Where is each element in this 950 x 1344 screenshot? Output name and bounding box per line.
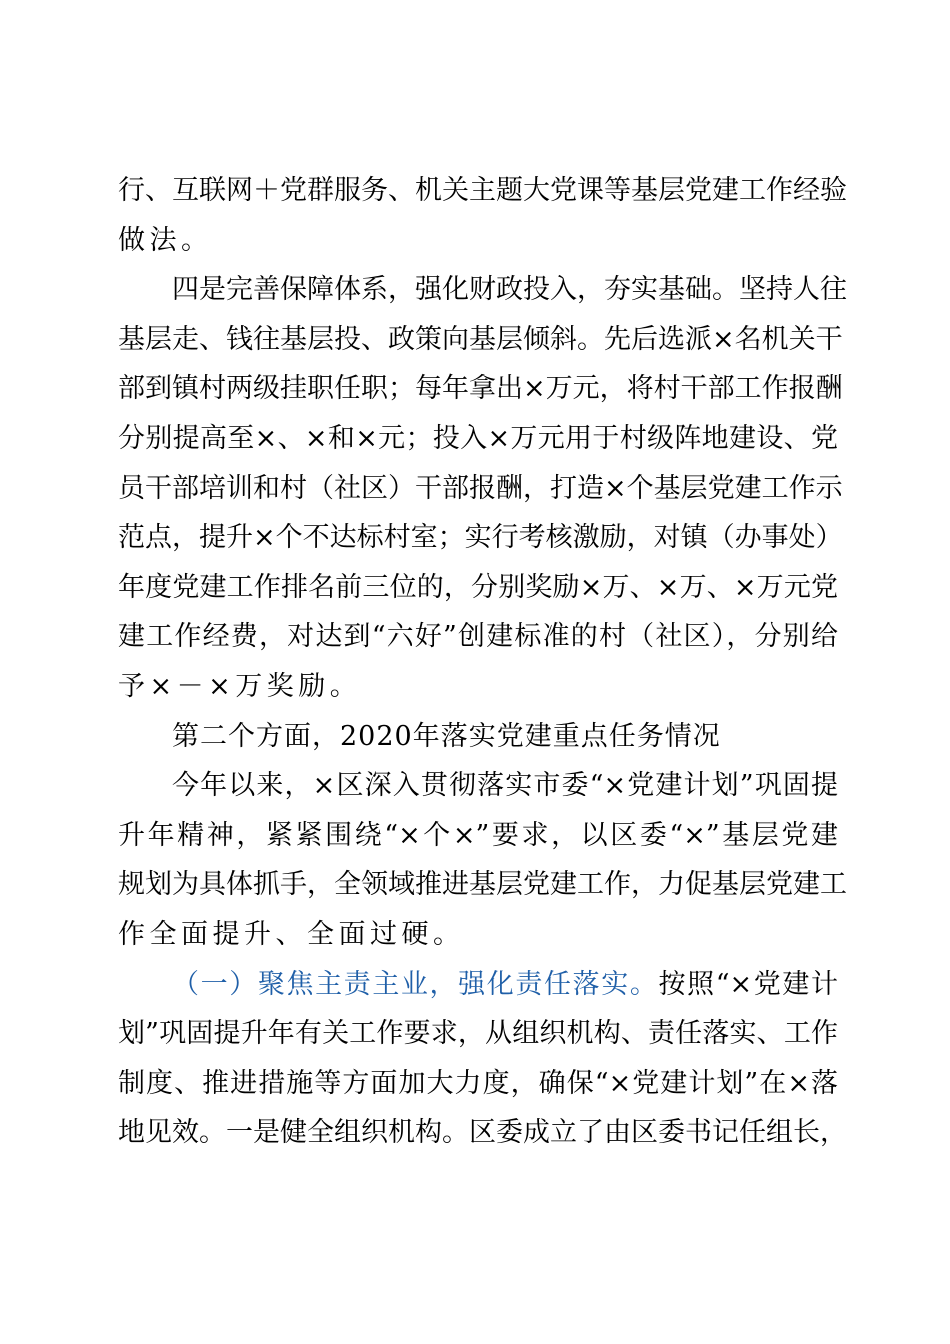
text-line: 范点，提升×个不达标村室；实行考核激励，对镇（办事处） — [118, 522, 843, 554]
text-line: 行、互联网＋党群服务、机关主题大党课等基层党建工作经验 — [118, 175, 847, 206]
text-line: 基层走、钱往基层投、政策向基层倾斜。先后选派×名机关干 — [118, 323, 843, 355]
subheading-line — [118, 960, 838, 1010]
text-line: 予×－×万奖励。 — [118, 670, 362, 702]
paragraph-start-line: 四是完善保障体系，强化财政投入，夯实基础。坚持人往 — [172, 274, 847, 306]
section-title: 第二个方面，2020年落实党建重点任务情况 — [172, 720, 721, 752]
text-line: 部到镇村两级挂职任职；每年拿出×万元，将村干部工作报酬 — [118, 373, 843, 405]
text-line: 员干部培训和村（社区）干部报酬，打造×个基层党建工作示 — [118, 472, 843, 504]
text-line: 划”巩固提升年有关工作要求，从组织机构、责任落实、工作 — [118, 1018, 838, 1050]
text-line: 作全面提升、全面过硬。 — [118, 918, 465, 950]
text-line: 建工作经费，对达到“六好”创建标准的村（社区），分别给 — [118, 621, 838, 653]
text-line: 分别提高至×、×和×元；投入×万元用于村级阵地建设、党 — [118, 422, 838, 454]
text-line: 年度党建工作排名前三位的，分别奖励×万、×万、×万元党 — [118, 571, 838, 603]
text-line: 制度、推进措施等方面加大力度，确保“×党建计划”在×落 — [118, 1067, 838, 1099]
text-line: 地见效。一是健全组织机构。区委成立了由区委书记任组长， — [118, 1117, 847, 1149]
text-line: 规划为具体抓手，全领域推进基层党建工作，力促基层党建工 — [118, 869, 847, 901]
document-body — [118, 166, 847, 1158]
subheading: （一）聚焦主责主业，强化责任落实。 — [172, 968, 659, 1000]
text-line: 做法。 — [118, 224, 213, 256]
text-line: 升年精神，紧紧围绕“×个×”要求，以区委“×”基层党建 — [118, 819, 838, 851]
paragraph-start-line: 今年以来，×区深入贯彻落实市委“×党建计划”巩固提 — [172, 770, 838, 802]
text-fragment: 按照“×党建计 — [658, 968, 838, 1000]
